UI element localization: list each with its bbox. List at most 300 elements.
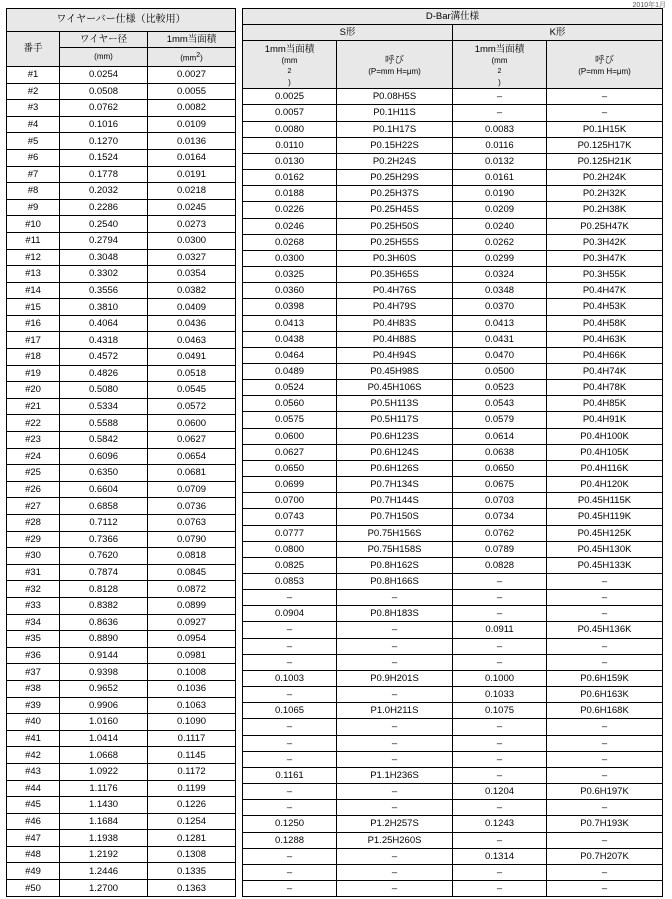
wire-spec-cell: 0.0245 — [148, 199, 236, 216]
wire-spec-cell: #22 — [7, 415, 60, 432]
table-row — [243, 509, 663, 525]
dbar-spec-cell: P0.4H76S — [337, 283, 453, 299]
wire-spec-cell: 0.0327 — [148, 249, 236, 266]
right-table-body — [243, 89, 663, 897]
dbar-spec-cell: 0.0560 — [243, 396, 337, 412]
dbar-spec-cell: 0.0162 — [243, 170, 337, 186]
left-table-body — [7, 66, 236, 896]
dbar-spec-cell: P0.2H38K — [547, 202, 663, 218]
dbar-spec-cell: 0.0190 — [453, 186, 547, 202]
wire-spec-cell: 0.0191 — [148, 166, 236, 183]
dbar-spec-cell: P0.25H50S — [337, 218, 453, 234]
wire-spec-cell: #36 — [7, 647, 60, 664]
wire-spec-cell: 0.6604 — [60, 481, 148, 498]
dbar-spec-cell: P0.45H115K — [547, 493, 663, 509]
dbar-spec-cell: 0.0325 — [243, 267, 337, 283]
dbar-spec-cell: – — [453, 574, 547, 590]
dbar-spec-cell: P0.25H55S — [337, 234, 453, 250]
dbar-spec-cell: – — [547, 574, 663, 590]
table-row — [7, 100, 236, 117]
dbar-spec-cell: 0.0579 — [453, 412, 547, 428]
wire-spec-cell: 0.1254 — [148, 813, 236, 830]
table-row — [7, 282, 236, 299]
table-row — [7, 680, 236, 697]
wire-spec-cell: 1.2700 — [60, 880, 148, 897]
wire-spec-cell: #40 — [7, 714, 60, 731]
table-row — [243, 283, 663, 299]
dbar-spec-cell: – — [453, 832, 547, 848]
wire-spec-cell: 0.0382 — [148, 282, 236, 299]
dbar-spec-cell: – — [243, 719, 337, 735]
dbar-spec-cell: 0.0762 — [453, 525, 547, 541]
dbar-spec-cell: P0.125H17K — [547, 137, 663, 153]
table-row — [243, 121, 663, 137]
wire-spec-cell: 1.0922 — [60, 763, 148, 780]
dbar-spec-cell: P0.8H166S — [337, 574, 453, 590]
dbar-spec-cell: P0.5H113S — [337, 396, 453, 412]
wire-spec-cell: 0.0027 — [148, 66, 236, 83]
wire-spec-cell: #24 — [7, 448, 60, 465]
wire-spec-cell: 0.6096 — [60, 448, 148, 465]
wire-spec-cell: 0.0763 — [148, 515, 236, 532]
table-row — [243, 315, 663, 331]
dbar-spec-cell: P0.2H24K — [547, 170, 663, 186]
dbar-spec-cell: P0.2H24S — [337, 153, 453, 169]
wire-spec-cell: #47 — [7, 830, 60, 847]
dbar-spec-cell: 0.1033 — [453, 687, 547, 703]
dbar-spec-cell: P0.25H37S — [337, 186, 453, 202]
table-row — [7, 548, 236, 565]
table-row — [7, 382, 236, 399]
dbar-spec-cell: P0.6H197K — [547, 784, 663, 800]
dbar-spec-cell: P0.25H47K — [547, 218, 663, 234]
wire-spec-cell: #2 — [7, 83, 60, 100]
wire-spec-cell: #7 — [7, 166, 60, 183]
table-row — [243, 170, 663, 186]
wire-spec-cell: #8 — [7, 183, 60, 200]
wire-spec-cell: 0.0845 — [148, 564, 236, 581]
dbar-spec-cell: – — [243, 800, 337, 816]
table-row — [243, 428, 663, 444]
dbar-spec-cell: – — [243, 638, 337, 654]
wire-spec-cell: 0.8890 — [60, 631, 148, 648]
dbar-spec-cell: P0.25H29S — [337, 170, 453, 186]
dbar-spec-cell: 0.1003 — [243, 670, 337, 686]
dbar-spec-cell: – — [337, 590, 453, 606]
dbar-spec-cell: 0.0116 — [453, 137, 547, 153]
table-row — [243, 541, 663, 557]
table-row — [243, 622, 663, 638]
wire-spec-cell: 0.1363 — [148, 880, 236, 897]
wire-spec-cell: 0.1145 — [148, 747, 236, 764]
dbar-spec-cell: 0.1000 — [453, 670, 547, 686]
dbar-spec-cell: P0.125H21K — [547, 153, 663, 169]
dbar-spec-cell: 0.0130 — [243, 153, 337, 169]
dbar-spec-cell: P0.5H117S — [337, 412, 453, 428]
dbar-spec-cell: – — [453, 590, 547, 606]
wire-spec-cell: 1.1684 — [60, 813, 148, 830]
wire-spec-cell: 1.1430 — [60, 797, 148, 814]
wire-spec-cell: #1 — [7, 66, 60, 83]
dbar-spec-cell: – — [337, 638, 453, 654]
wire-spec-cell: #31 — [7, 564, 60, 581]
dbar-spec-cell: 0.0110 — [243, 137, 337, 153]
wire-spec-cell: #19 — [7, 365, 60, 382]
dbar-spec-cell: 0.0699 — [243, 477, 337, 493]
wire-spec-cell: 0.4064 — [60, 315, 148, 332]
dbar-spec-cell: – — [547, 590, 663, 606]
table-row — [243, 590, 663, 606]
wire-spec-cell: #44 — [7, 780, 60, 797]
dbar-spec-cell: 0.0209 — [453, 202, 547, 218]
dbar-spec-cell: 0.0188 — [243, 186, 337, 202]
dbar-spec-cell: 0.0828 — [453, 557, 547, 573]
table-row — [7, 714, 236, 731]
dbar-spec-cell: P0.08H5S — [337, 89, 453, 105]
wire-spec-cell: 0.1008 — [148, 664, 236, 681]
dbar-spec-cell: P0.4H66K — [547, 347, 663, 363]
dbar-spec-cell: P0.6H159K — [547, 670, 663, 686]
dbar-spec-cell: P0.3H55K — [547, 267, 663, 283]
wire-spec-cell: #15 — [7, 299, 60, 316]
wire-spec-cell: 0.7112 — [60, 515, 148, 532]
dbar-spec-cell: 0.1161 — [243, 767, 337, 783]
wire-spec-cell: 0.0572 — [148, 398, 236, 415]
dbar-spec-cell: P0.8H183S — [337, 606, 453, 622]
table-row — [7, 349, 236, 366]
wire-spec-cell: 0.6858 — [60, 498, 148, 515]
table-row — [7, 66, 236, 83]
dbar-spec-cell: 0.0262 — [453, 234, 547, 250]
wire-spec-cell: 0.4572 — [60, 349, 148, 366]
wire-spec-cell: 0.1016 — [60, 116, 148, 133]
table-row — [7, 183, 236, 200]
table-row — [243, 299, 663, 315]
wire-spec-cell: #34 — [7, 614, 60, 631]
wire-spec-cell: 0.7620 — [60, 548, 148, 565]
table-row — [243, 347, 663, 363]
wire-spec-cell: #43 — [7, 763, 60, 780]
dbar-spec-cell: 0.1250 — [243, 816, 337, 832]
dbar-spec-cell: 0.0470 — [453, 347, 547, 363]
dbar-spec-cell: – — [453, 105, 547, 121]
dbar-spec-cell: P0.4H116K — [547, 460, 663, 476]
wire-spec-cell: 0.8382 — [60, 597, 148, 614]
table-row — [243, 525, 663, 541]
dbar-spec-cell: – — [547, 606, 663, 622]
dbar-spec-cell: P1.2H257S — [337, 816, 453, 832]
wire-spec-cell: 0.1270 — [60, 133, 148, 150]
dbar-spec-cell: P0.4H100K — [547, 428, 663, 444]
dbar-spec-cell: 0.0413 — [243, 315, 337, 331]
table-row — [243, 89, 663, 105]
dbar-spec-cell: P0.3H60S — [337, 250, 453, 266]
dbar-spec-cell: 0.0464 — [243, 347, 337, 363]
dbar-spec-cell: 0.0025 — [243, 89, 337, 105]
wire-spec-cell: 1.1176 — [60, 780, 148, 797]
table-row — [243, 105, 663, 121]
dbar-spec-cell: – — [243, 687, 337, 703]
wire-spec-cell: #4 — [7, 116, 60, 133]
dbar-spec-cell: P0.3H42K — [547, 234, 663, 250]
dbar-spec-cell: P0.4H94S — [337, 347, 453, 363]
dbar-spec-cell: P0.45H98S — [337, 363, 453, 379]
dbar-spec-cell: – — [547, 880, 663, 896]
table-row — [243, 557, 663, 573]
wire-spec-cell: 0.7874 — [60, 564, 148, 581]
dbar-spec-cell: 0.0700 — [243, 493, 337, 509]
table-row — [7, 631, 236, 648]
dbar-spec-cell: 0.0800 — [243, 541, 337, 557]
wire-bar-spec-table — [6, 8, 236, 897]
wire-spec-cell: 0.8128 — [60, 581, 148, 598]
dbar-spec-cell: P0.45H106S — [337, 380, 453, 396]
wire-spec-cell: 0.1281 — [148, 830, 236, 847]
dbar-spec-cell: 0.0246 — [243, 218, 337, 234]
dbar-spec-cell: P0.7H144S — [337, 493, 453, 509]
dbar-spec-cell: 0.1288 — [243, 832, 337, 848]
wire-spec-cell: 0.5588 — [60, 415, 148, 432]
dbar-spec-cell: P0.45H119K — [547, 509, 663, 525]
dbar-spec-cell: P0.25H45S — [337, 202, 453, 218]
wire-spec-cell: 0.1063 — [148, 697, 236, 714]
dbar-spec-cell: – — [243, 654, 337, 670]
dbar-spec-cell: – — [337, 800, 453, 816]
dbar-spec-cell: P1.0H211S — [337, 703, 453, 719]
dbar-spec-cell: 0.0083 — [453, 121, 547, 137]
dbar-spec-cell: 0.1204 — [453, 784, 547, 800]
wire-spec-cell: 0.9398 — [60, 664, 148, 681]
dbar-spec-cell: P0.4H105K — [547, 444, 663, 460]
table-row — [243, 153, 663, 169]
table-row — [7, 813, 236, 830]
table-row — [7, 647, 236, 664]
dbar-spec-cell: – — [337, 687, 453, 703]
wire-spec-cell: 0.0736 — [148, 498, 236, 515]
dbar-spec-cell: P0.4H47K — [547, 283, 663, 299]
table-row — [7, 432, 236, 449]
dbar-spec-cell: 0.0500 — [453, 363, 547, 379]
dbar-spec-cell: – — [453, 735, 547, 751]
table-row — [7, 531, 236, 548]
table-row — [7, 133, 236, 150]
wire-spec-cell: 1.0414 — [60, 730, 148, 747]
dbar-spec-cell: 0.0638 — [453, 444, 547, 460]
table-row — [243, 848, 663, 864]
dbar-spec-cell: 0.0600 — [243, 428, 337, 444]
dbar-spec-cell: 0.0431 — [453, 331, 547, 347]
table-row — [7, 830, 236, 847]
dbar-spec-cell: – — [337, 880, 453, 896]
dbar-spec-cell: P0.45H133K — [547, 557, 663, 573]
dbar-spec-cell: – — [547, 767, 663, 783]
wire-spec-cell: 0.0218 — [148, 183, 236, 200]
dbar-spec-cell: P0.3H47K — [547, 250, 663, 266]
dbar-spec-cell: 0.0057 — [243, 105, 337, 121]
wire-spec-cell: #10 — [7, 216, 60, 233]
wire-spec-cell: 0.1090 — [148, 714, 236, 731]
table-row — [7, 763, 236, 780]
dbar-spec-cell: – — [453, 89, 547, 105]
wire-spec-cell: #39 — [7, 697, 60, 714]
table-row — [7, 149, 236, 166]
dbar-spec-cell: 0.1075 — [453, 703, 547, 719]
dbar-spec-cell: – — [337, 735, 453, 751]
table-row — [7, 797, 236, 814]
dbar-spec-cell: 0.0268 — [243, 234, 337, 250]
col-header-k-name: 呼び (P=mm H=μm) — [547, 41, 663, 89]
dbar-spec-cell: – — [337, 719, 453, 735]
dbar-spec-cell: 0.0911 — [453, 622, 547, 638]
wire-spec-cell: 0.5842 — [60, 432, 148, 449]
col-header-wire-diameter: ワイヤー径 — [60, 32, 148, 48]
dbar-spec-cell: 0.0161 — [453, 170, 547, 186]
wire-spec-cell: 0.0681 — [148, 465, 236, 482]
table-row — [243, 606, 663, 622]
dbar-spec-cell: P0.45H125K — [547, 525, 663, 541]
wire-spec-cell: #20 — [7, 382, 60, 399]
dbar-spec-cell: 0.0348 — [453, 283, 547, 299]
wire-spec-cell: 0.1199 — [148, 780, 236, 797]
wire-spec-cell: 0.3556 — [60, 282, 148, 299]
dbar-spec-cell: P0.4H58K — [547, 315, 663, 331]
wire-spec-cell: 0.0491 — [148, 349, 236, 366]
dbar-spec-cell: – — [243, 864, 337, 880]
col-unit-area-per-mm: (mm2) — [148, 48, 236, 67]
dbar-spec-cell: P0.7H207K — [547, 848, 663, 864]
wire-spec-cell: 0.9144 — [60, 647, 148, 664]
wire-spec-cell: #49 — [7, 863, 60, 880]
dbar-spec-cell: 0.0627 — [243, 444, 337, 460]
table-row — [243, 137, 663, 153]
table-row — [243, 412, 663, 428]
table-row — [7, 315, 236, 332]
table-row — [7, 697, 236, 714]
wire-spec-cell: 0.9906 — [60, 697, 148, 714]
dbar-spec-cell: P0.4H78K — [547, 380, 663, 396]
dbar-spec-cell: P0.45H136K — [547, 622, 663, 638]
table-row — [243, 331, 663, 347]
dbar-spec-cell: P0.4H120K — [547, 477, 663, 493]
dbar-spec-cell: – — [453, 864, 547, 880]
wire-spec-cell: 0.0463 — [148, 332, 236, 349]
table-row — [7, 415, 236, 432]
table-row — [243, 735, 663, 751]
table-row — [7, 299, 236, 316]
dbar-spec-cell: 0.0370 — [453, 299, 547, 315]
dbar-spec-cell: 0.0398 — [243, 299, 337, 315]
table-row — [243, 9, 663, 25]
wire-spec-cell: 0.1308 — [148, 846, 236, 863]
wire-spec-cell: #3 — [7, 100, 60, 117]
wire-spec-cell: 0.1117 — [148, 730, 236, 747]
table-row — [7, 564, 236, 581]
wire-spec-cell: #27 — [7, 498, 60, 515]
dbar-spec-cell: – — [453, 719, 547, 735]
wire-spec-cell: #5 — [7, 133, 60, 150]
table-row — [243, 444, 663, 460]
table-row — [243, 363, 663, 379]
table-row — [7, 249, 236, 266]
wire-spec-cell: 0.1778 — [60, 166, 148, 183]
col-header-k-area: 1mm当面積 (mm 2 ) — [453, 41, 547, 89]
dbar-spec-cell: – — [243, 751, 337, 767]
table-row — [7, 597, 236, 614]
wire-spec-cell: 0.1036 — [148, 680, 236, 697]
dbar-spec-cell: – — [243, 735, 337, 751]
table-row — [243, 380, 663, 396]
dbar-spec-cell: P0.4H83S — [337, 315, 453, 331]
col-header-s-name: 呼び (P=mm H=μm) — [337, 41, 453, 89]
dbar-spec-cell: – — [453, 606, 547, 622]
dbar-spec-cell: 0.0438 — [243, 331, 337, 347]
table-row — [243, 767, 663, 783]
wire-spec-cell: #48 — [7, 846, 60, 863]
table-row — [7, 880, 236, 897]
table-row — [7, 515, 236, 532]
dbar-spec-cell: 0.0240 — [453, 218, 547, 234]
dbar-spec-cell: 0.0300 — [243, 250, 337, 266]
dbar-spec-cell: P0.6H168K — [547, 703, 663, 719]
table-row — [7, 332, 236, 349]
dbar-spec-cell: – — [547, 719, 663, 735]
wire-spec-cell: 0.0164 — [148, 149, 236, 166]
wire-spec-cell: #29 — [7, 531, 60, 548]
table-row — [243, 218, 663, 234]
wire-spec-cell: #14 — [7, 282, 60, 299]
wire-spec-cell: #38 — [7, 680, 60, 697]
wire-spec-cell: 0.0300 — [148, 232, 236, 249]
dbar-spec-cell: P0.75H156S — [337, 525, 453, 541]
wire-spec-cell: 0.0762 — [60, 100, 148, 117]
dbar-spec-cell: – — [547, 800, 663, 816]
table-row — [7, 481, 236, 498]
wire-spec-cell: #26 — [7, 481, 60, 498]
dbar-spec-cell: – — [337, 654, 453, 670]
dbar-spec-cell: P0.4H74K — [547, 363, 663, 379]
wire-spec-cell: 0.0818 — [148, 548, 236, 565]
col-header-area-per-mm: 1mm当面積 — [148, 32, 236, 48]
dbar-spec-cell: – — [453, 654, 547, 670]
dbar-spec-cell: 0.1314 — [453, 848, 547, 864]
table-row — [243, 186, 663, 202]
table-row — [243, 784, 663, 800]
wire-spec-cell: #32 — [7, 581, 60, 598]
wire-spec-cell: #9 — [7, 199, 60, 216]
table-row — [7, 199, 236, 216]
dbar-spec-cell: P1.1H236S — [337, 767, 453, 783]
dbar-spec-cell: 0.0523 — [453, 380, 547, 396]
wire-spec-cell: #13 — [7, 266, 60, 283]
wire-spec-cell: #46 — [7, 813, 60, 830]
dbar-spec-cell: – — [337, 848, 453, 864]
table-row — [7, 166, 236, 183]
dbar-spec-cell: P0.7H134S — [337, 477, 453, 493]
dbar-spec-cell: – — [337, 622, 453, 638]
dbar-spec-cell: P0.7H150S — [337, 509, 453, 525]
wire-spec-cell: #12 — [7, 249, 60, 266]
table-row — [243, 687, 663, 703]
wire-spec-cell: #30 — [7, 548, 60, 565]
dbar-spec-cell: 0.0543 — [453, 396, 547, 412]
dbar-spec-cell: – — [453, 751, 547, 767]
dbar-spec-cell: – — [547, 735, 663, 751]
dbar-spec-cell: P0.1H17S — [337, 121, 453, 137]
wire-spec-cell: 0.5080 — [60, 382, 148, 399]
dbar-spec-cell: 0.0524 — [243, 380, 337, 396]
dbar-spec-cell: 0.0132 — [453, 153, 547, 169]
table-row — [243, 574, 663, 590]
